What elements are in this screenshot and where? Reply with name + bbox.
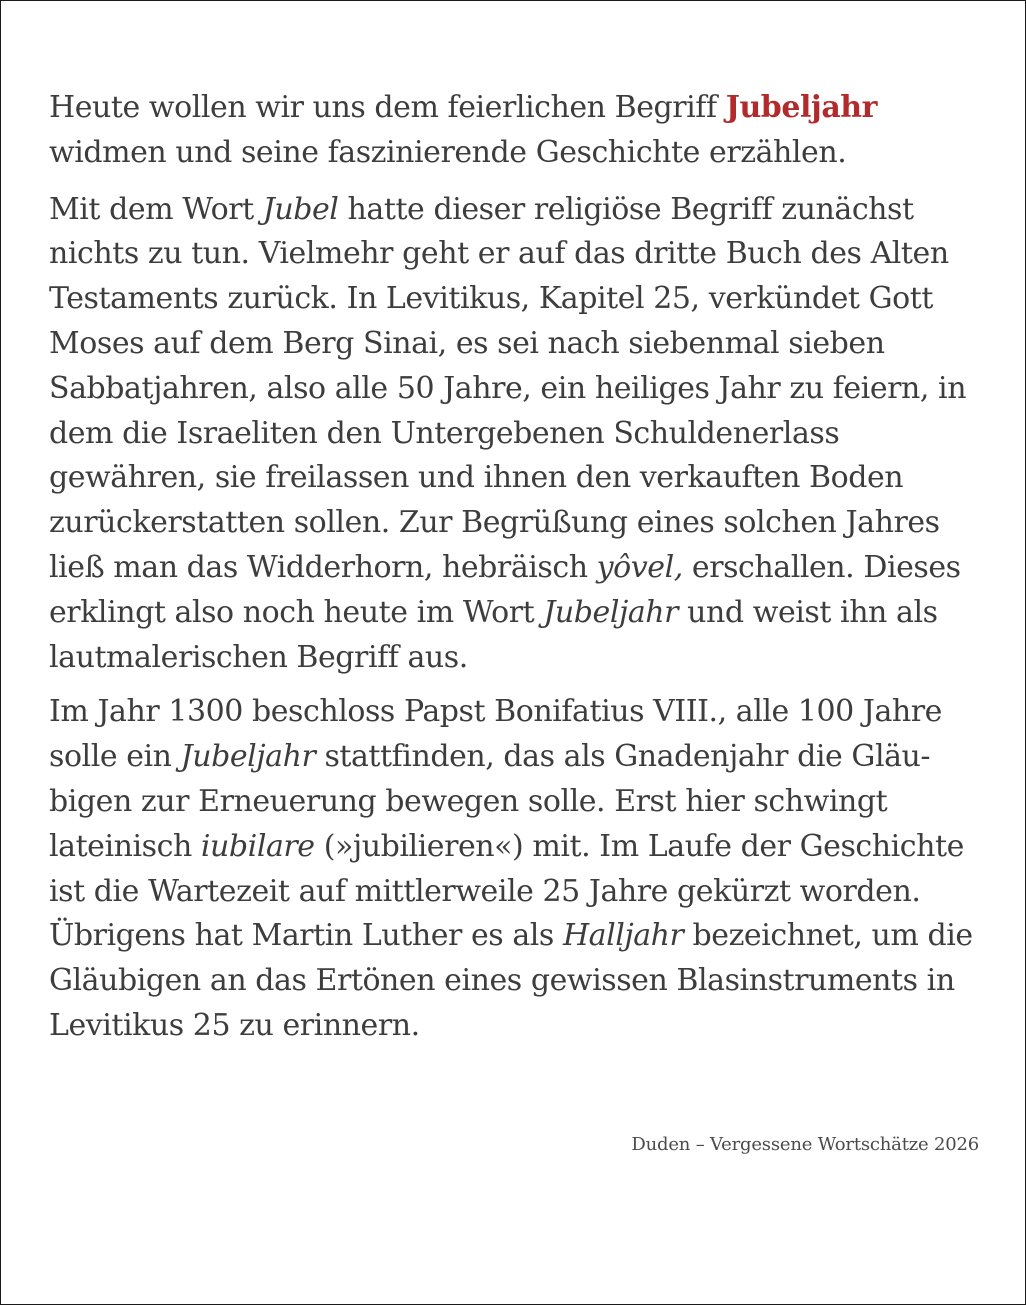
intro-paragraph bbox=[49, 86, 999, 176]
etymology-paragraph bbox=[49, 188, 999, 681]
text-run: Im Jahr 1300 beschloss Papst Bonifatius VIII., alle 100 Jahre solle ein bbox=[49, 694, 942, 775]
intro-text-before: Heute wollen wir uns dem feierlichen Begriff bbox=[49, 90, 726, 125]
article-body bbox=[49, 86, 999, 1059]
italic-word: yôvel, bbox=[596, 549, 683, 585]
history-paragraph bbox=[49, 690, 999, 1048]
text-run: Mit dem Wort bbox=[49, 191, 263, 227]
italic-word: Jubeljahr bbox=[543, 594, 679, 630]
italic-word: Jubel bbox=[262, 191, 339, 227]
text-run: (»jubilieren«) mit. Im Laufe der Geschichte ist die Wartezeit auf mittlerweile 25 Jahre gekürzt worden. Übrigens hat Martin Luther es als bbox=[49, 828, 964, 954]
italic-word: Halljahr bbox=[562, 918, 684, 954]
text-run: hatte dieser religiöse Begriff zunächst nichts zu tun. Vielmehr geht er auf das dritte Buch des Alten Testaments zurück. In Levitikus, Kapitel 25, verkündet Gott Moses auf dem Berg Sinai, es sei nach siebenmal sieben Sabbatjahren, also alle 50 Jahre, ein heiliges Jahr zu feiern, in dem die Israeliten den Untergebenen Schuldenerlass gewähren, sie freilassen und ihnen den verkauften Boden zurückerstatten sollen. Zur Begrüßung eines solchen Jahres ließ man das Widderhorn, hebräisch bbox=[49, 191, 967, 585]
intro-text-after: widmen und seine faszinierende Geschichte erzählen. bbox=[49, 134, 847, 170]
text-run: und weist ihn als lautmalerischen Begriff aus. bbox=[49, 594, 938, 675]
text-run: stattfinden, das als Gnadenjahr die Gläubigen zur Erneuerung bewegen solle. Erst hier schwingt lateinisch bbox=[49, 739, 931, 864]
italic-word: Jubeljahr bbox=[180, 739, 316, 775]
text-run: erschallen. Dieses erklingt also noch heute im Wort bbox=[49, 549, 961, 630]
page-footer: Duden – Vergessene Wortschätze 2026 bbox=[631, 1134, 979, 1155]
italic-word: iubilare bbox=[200, 828, 315, 864]
headword: Jubeljahr bbox=[725, 90, 878, 125]
text-run: bezeichnet, um die Gläubigen an das Ertönen eines gewissen Blasinstruments in Levitikus 25 zu erinnern. bbox=[49, 918, 973, 1043]
